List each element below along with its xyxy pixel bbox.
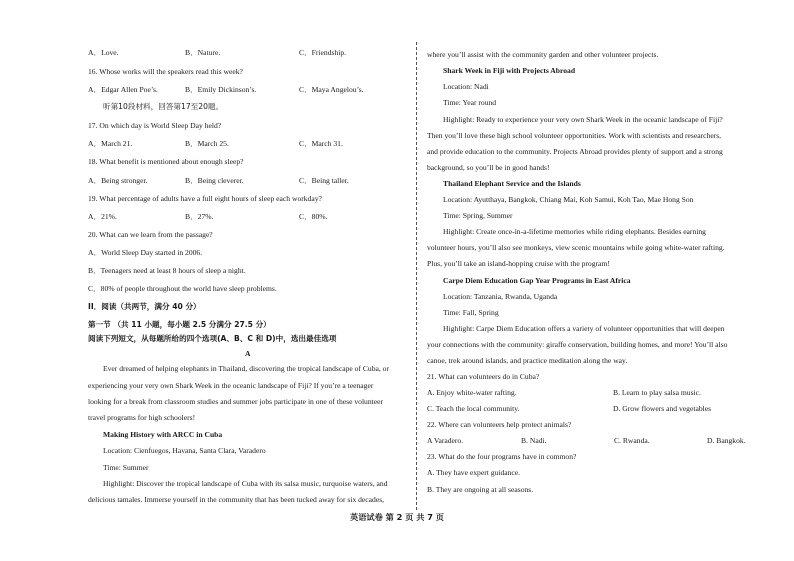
program-fiji-highlight-2: Then you’ll love these high school volunteer opportunities. Work with scientists and researchers,	[427, 131, 722, 140]
q18-option-b: B．Being cleverer.	[185, 176, 244, 185]
part-heading: 第一节 （共 11 小题，每小题 2.5 分满分 27.5 分）	[88, 320, 271, 329]
q15-option-c: C．Friendship.	[299, 48, 347, 57]
listening-instruction: 听第10段材料，回答第17至20题。	[103, 102, 224, 111]
q15-option-a: A．Love.	[88, 48, 119, 57]
q16-option-c: C．Maya Angelou’s.	[299, 85, 364, 94]
q21-option-b: B. Learn to play salsa music.	[613, 388, 701, 397]
q22-option-a: A Varadero.	[427, 436, 464, 445]
q20-stem: 20. What can we learn from the passage?	[88, 230, 213, 239]
q21-option-d: D. Grow flowers and vegetables	[613, 404, 712, 413]
q18-option-c: C．Being taller.	[299, 176, 349, 185]
q16-option-b: B．Emily Dickinson’s.	[185, 85, 257, 94]
q23-option-a: A. They have expert guidance.	[427, 468, 521, 477]
program-thailand-time: Time: Spring, Summer	[443, 211, 513, 220]
program-thailand-highlight-1: Highlight: Create once-in-a-lifetime memories while riding elephants. Besides earning	[443, 227, 706, 236]
program-fiji-highlight-4: background, so you’ll be in good hands!	[427, 163, 550, 172]
program-cuba-time: Time: Summer	[103, 463, 149, 472]
program-fiji-title: Shark Week in Fiji with Projects Abroad	[443, 66, 576, 75]
program-fiji-highlight-3: and provide education to the community. Projects Abroad provides plenty of support and a strong	[427, 147, 723, 156]
program-cuba-highlight-2: delicious tamales. Immerse yourself in the community that has been tucked away for six decades,	[88, 495, 385, 504]
q17-option-b: B．March 25.	[185, 139, 229, 148]
program-africa-highlight-3: canoe, trek around islands, and practice meditation along the way.	[427, 356, 628, 365]
q18-option-a: A．Being stronger.	[88, 176, 148, 185]
q21-option-a: A. Enjoy white-water rafting.	[427, 388, 517, 397]
page-footer: 英语试卷 第 2 页 共 7 页	[350, 512, 444, 522]
q17-option-a: A．March 21.	[88, 139, 133, 148]
program-cuba-title: Making History with ARCC in Cuba	[103, 430, 223, 439]
q20-option-b: B．Teenagers need at least 8 hours of sleep a night.	[88, 266, 246, 275]
q20-option-a: A．World Sleep Day started in 2006.	[88, 248, 203, 257]
program-cuba-highlight-1: Highlight: Discover the tropical landscape of Cuba with its salsa music, turquoise waters, and	[103, 479, 388, 488]
part-instruction: 阅读下列短文，从每题所给的四个选项(A、B、C 和 D)中，选出最佳选项	[88, 334, 337, 343]
program-africa-location: Location: Tanzania, Rwanda, Uganda	[443, 292, 558, 301]
program-africa-time: Time: Fall, Spring	[443, 308, 499, 317]
q23-stem: 23. What do the four programs have in common?	[427, 452, 577, 461]
q21-stem: 21. What can volunteers do in Cuba?	[427, 372, 540, 381]
q19-option-b: B．27%.	[185, 212, 214, 221]
q16-stem: 16. Whose works will the speakers read this week?	[88, 67, 243, 76]
q17-option-c: C．March 31.	[299, 139, 343, 148]
passage-label: A	[245, 349, 251, 358]
q17-stem: 17. On which day is World Sleep Day held?	[88, 121, 222, 130]
program-thailand-title: Thailand Elephant Service and the Islands	[443, 179, 581, 188]
q19-option-c: C．80%.	[299, 212, 328, 221]
program-thailand-location: Location: Ayutthaya, Bangkok, Chiang Mai, Koh Samui, Koh Tao, Mae Hong Son	[443, 195, 694, 204]
q16-option-a: A．Edgar Allen Poe’s.	[88, 85, 158, 94]
program-fiji-highlight-1: Highlight: Ready to experience your very own Shark Week in the oceanic landscape of Fiji?	[443, 115, 723, 124]
intro-line-1: Ever dreamed of helping elephants in Thailand, discovering the tropical landscape of Cuba, or	[103, 364, 390, 373]
q15-option-b: B．Nature.	[185, 48, 221, 57]
intro-line-3: looking for a break from classroom studies and summer jobs participate in one of these volunteer	[88, 397, 384, 406]
q22-option-d: D. Bangkok.	[707, 436, 746, 445]
q19-stem: 19. What percentage of adults have a full eight hours of sleep each workday?	[88, 194, 322, 203]
program-fiji-time: Time: Year round	[443, 98, 497, 107]
intro-line-4: travel programs for high schoolers!	[88, 413, 196, 422]
program-fiji-location: Location: Nadi	[443, 82, 489, 91]
continuation-line: where you’ll assist with the community garden and other volunteer projects.	[427, 50, 659, 59]
q22-stem: 22. Where can volunteers help protect animals?	[427, 420, 572, 429]
column-divider	[416, 42, 417, 510]
program-africa-highlight-2: your connections with the community: giraffe conservation, building homes, and more! You’ll also	[427, 340, 728, 349]
q23-option-b: B. They are ongoing at all seasons.	[427, 485, 534, 494]
q21-option-c: C. Teach the local community.	[427, 404, 520, 413]
q22-option-c: C. Rwanda.	[614, 436, 650, 445]
section-heading-reading: II．阅读（共两节，满分 40 分）	[88, 302, 201, 311]
program-cuba-location: Location: Cienfuegos, Havana, Santa Clara, Varadero	[103, 446, 266, 455]
q18-stem: 18. What benefit is mentioned about enough sleep?	[88, 157, 244, 166]
program-thailand-highlight-2: volunteer hours, you’ll also see monkeys, view scenic mountains while going white-water rafting.	[427, 243, 725, 252]
program-africa-title: Carpe Diem Education Gap Year Programs in East Africa	[443, 276, 631, 285]
q20-option-c: C．80% of people throughout the world have sleep problems.	[88, 284, 277, 293]
q22-option-b: B. Nadi.	[521, 436, 547, 445]
program-africa-highlight-1: Highlight: Carpe Diem Education offers a variety of volunteer opportunities that will deepen	[443, 324, 725, 333]
q19-option-a: A．21%.	[88, 212, 117, 221]
program-thailand-highlight-3: Plus, you’ll take an island-hopping cruise with the program!	[427, 259, 610, 268]
intro-line-2: experiencing your very own Shark Week in the oceanic landscape of Fiji? If you’re a teenager	[88, 381, 374, 390]
